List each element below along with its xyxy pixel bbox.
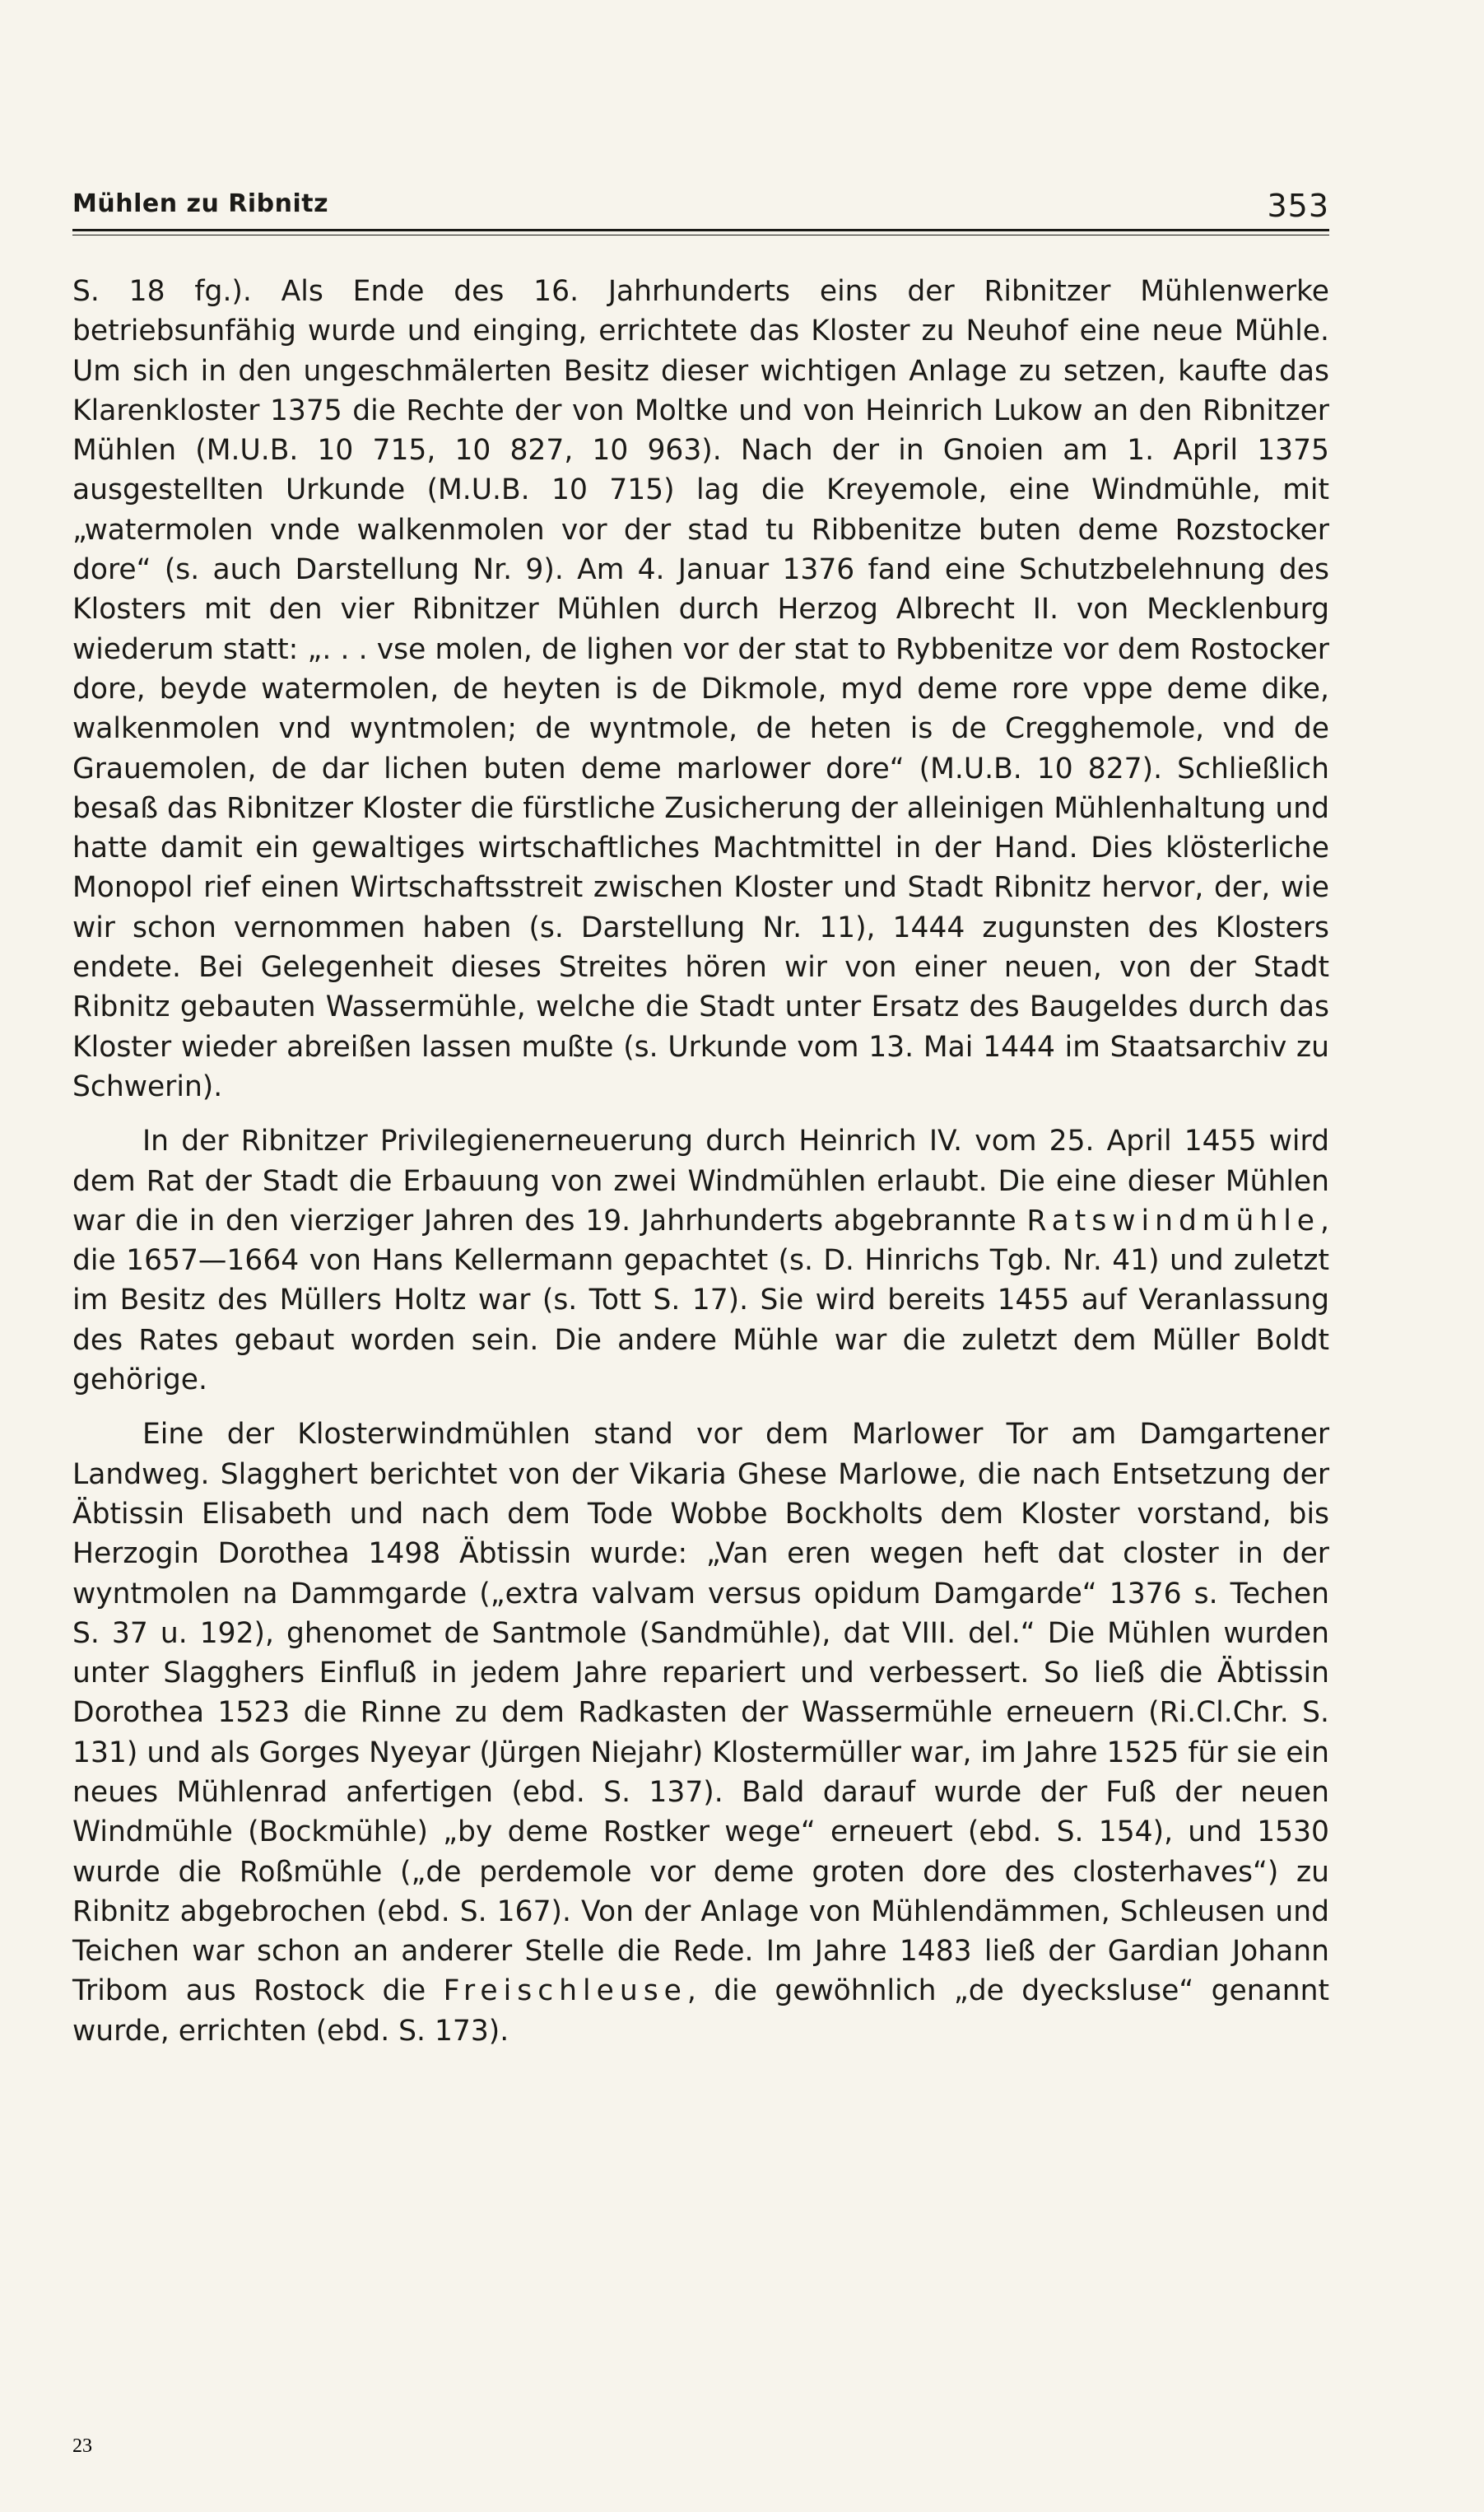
text-run: In der Ribnitzer Privilegienerneuerung durch Heinrich IV. vom 25. April 1455 wird dem Rat der Stadt die Erbauung von zwei Windmühlen erlaubt. Die eine dieser Mühlen war die in den vierziger Jahren des 19. Jahrhunderts abgebrannte	[72, 1125, 1329, 1237]
chapter-title: Mühlen zu Ribnitz	[72, 189, 329, 218]
text-run: , die gewöhnlich „de dyecksluse“ genannt wurde, errichten (ebd. S. 173).	[72, 1974, 1330, 2048]
paragraph	[72, 1121, 1329, 1400]
page-number: 353	[1267, 188, 1329, 224]
text-run: , die 1657—1664 von Hans Kellermann gepachtet (s. D. Hinrichs Tgb. Nr. 41) und zuletzt im Besitz des Müllers Holtz war (s. Tott S. 17). Sie wird bereits 1455 auf Veranlassung des Rates gebaut worden sein. Die andere Mühle war die zuletzt dem Müller Boldt gehörige.	[72, 1204, 1329, 1397]
text-run: Eine der Klosterwindmühlen stand vor dem Marlower Tor am Damgartener Landweg. Slagghert berichtet von der Vikaria Ghese Marlowe, die nach Entsetzung der Äbtissin Elisabeth und nach dem Tode Wobbe Bockholts dem Kloster vorstand, bis Herzogin Dorothea 1498 Äbtissin wurde: „Van eren wegen heft dat closter in der wyntmolen na Dammgarde („extra valvam versus opidum Damgarde“ 1376 s. Techen S. 37 u. 192), ghenomet de Santmole (Sandmühle), dat VIII. del.“ Die Mühlen wurden unter Slagghers Einfluß in jedem Jahre repariert und verbessert. So ließ die Äbtissin Dorothea 1523 die Rinne zu dem Radkasten der Wassermühle erneuern (Ri.Cl.Chr. S. 131) und als Gorges Nyeyar (Jürgen Niejahr) Klostermüller war, im Jahre 1525 für sie ein neues Mühlenrad anfertigen (ebd. S. 137). Bald darauf wurde der Fuß der neuen Windmühle (Bockmühle) „by deme Rostker wege“ erneuert (ebd. S. 154), und 1530 wurde die Roßmühle („de perdemole vor deme groten dore des closterhaves“) zu Ribnitz abgebrochen (ebd. S. 167). Von der Anlage von Mühlendämmen, Schleusen und Teichen war schon an anderer Stelle die Rede. Im Jahre 1483 ließ der Gardian Johann Tribom aus Rostock die	[72, 1418, 1329, 2008]
header-rule	[72, 229, 1329, 235]
emphasized-term: Ratswindmühle	[1026, 1204, 1321, 1237]
emphasized-term: Freischleuse	[443, 1974, 687, 2008]
body-text	[72, 272, 1329, 2051]
paragraph	[72, 272, 1329, 1107]
running-header	[72, 140, 1329, 239]
paragraph	[72, 1414, 1329, 2051]
text-run: S. 18 fg.). Als Ende des 16. Jahrhunderts eins der Ribnitzer Mühlenwerke betriebsunfähig wurde und einging, errichtete das Kloster zu Neuhof eine neue Mühle. Um sich in den ungeschmälerten Besitz dieser wichtigen Anlage zu setzen, kaufte das Klarenkloster 1375 die Rechte der von Moltke und von Heinrich Lukow an den Ribnitzer Mühlen (M.U.B. 10 715, 10 827, 10 963). Nach der in Gnoien am 1. April 1375 ausgestellten Urkunde (M.U.B. 10 715) lag die Kreyemole, eine Windmühle, mit „watermolen vnde walkenmolen vor der stad tu Ribbenitze buten deme Rozstocker dore“ (s. auch Darstellung Nr. 9). Am 4. Januar 1376 fand eine Schutzbelehnung des Klosters mit den vier Ribnitzer Mühlen durch Herzog Albrecht II. von Mecklenburg wiederum statt: „. . . vse molen, de lighen vor der stat to Rybbenitze vor dem Rostocker dore, beyde watermolen, de heyten is de Dikmole, myd deme rore vppe deme dike, walkenmolen vnd wyntmolen; de wyntmole, de heten is de Cregghemole, vnd de Grauemolen, de dar lichen buten deme marlower dore“ (M.U.B. 10 827). Schließlich besaß das Ribnitzer Kloster die fürstliche Zusicherung der alleinigen Mühlenhaltung und hatte damit ein gewaltiges wirtschaftliches Machtmittel in der Hand. Dies klösterliche Monopol rief einen Wirtschaftsstreit zwischen Kloster und Stadt Ribnitz hervor, der, wie wir schon vernommen haben (s. Darstellung Nr. 11), 1444 zugunsten des Klosters endete. Bei Gelegenheit dieses Streites hören wir von einer neuen, von der Stadt Ribnitz gebauten Wassermühle, welche die Stadt unter Ersatz des Baugeldes durch das Kloster wieder abreißen lassen mußte (s. Urkunde vom 13. Mai 1444 im Staatsarchiv zu Schwerin).	[72, 275, 1329, 1103]
signature-mark: 23	[72, 2435, 92, 2457]
